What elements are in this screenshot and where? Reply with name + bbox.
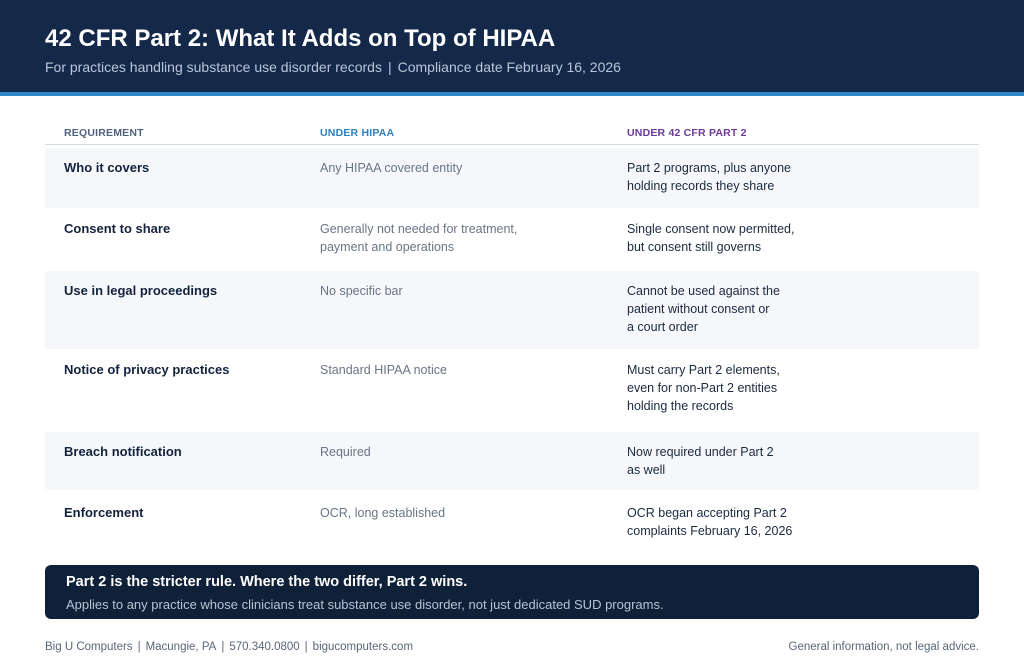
part2-cell (627, 504, 827, 540)
requirement-cell: Breach notification (64, 444, 182, 459)
page-title: 42 CFR Part 2: What It Adds on Top of HIPAA (45, 25, 556, 52)
part2-cell-line: holding the records (627, 399, 734, 413)
callout-body: Applies to any practice whose clinicians treat substance use disorder, not just dedicated SUD programs. (66, 597, 664, 612)
table-row (45, 271, 979, 349)
part2-cell-line: holding records they share (627, 179, 775, 193)
hipaa-cell-line: payment and operations (320, 240, 455, 254)
callout-title: Part 2 is the stricter rule. Where the two differ, Part 2 wins. (66, 574, 468, 590)
hipaa-cell-line: Standard HIPAA notice (320, 363, 447, 377)
footer-location: Macungie, PA (145, 641, 217, 653)
page-subtitle (45, 59, 621, 75)
hipaa-cell (320, 443, 560, 461)
table-row (45, 432, 979, 490)
requirement-cell: Who it covers (64, 160, 150, 175)
hipaa-cell-line: Required (320, 445, 371, 459)
hipaa-cell (320, 504, 560, 522)
subtitle-compliance-date: Compliance date February 16, 2026 (397, 59, 621, 75)
footer-website: bigucomputers.com (312, 641, 414, 653)
requirement-cell: Consent to share (64, 221, 171, 236)
part2-cell-line: patient without consent or (627, 302, 770, 316)
part2-cell-line: Part 2 programs, plus anyone (627, 161, 791, 175)
part2-cell-line: complaints February 16, 2026 (627, 524, 793, 538)
part2-cell-line: Must carry Part 2 elements, (627, 363, 780, 377)
hipaa-cell (320, 220, 560, 256)
part2-cell-line: as well (627, 463, 666, 477)
requirement-cell: Enforcement (64, 505, 144, 520)
hipaa-cell (320, 282, 560, 300)
hipaa-cell-line: OCR, long established (320, 506, 446, 520)
hipaa-cell-line: Any HIPAA covered entity (320, 161, 463, 175)
table-row (45, 209, 979, 271)
subtitle-audience: For practices handling substance use disorder records (45, 59, 382, 75)
subtitle-separator: | (387, 59, 392, 75)
header-accent-rule (0, 92, 1024, 96)
summary-callout (45, 565, 979, 619)
column-header-hipaa: UNDER HIPAA (320, 127, 395, 139)
part2-cell-line: Single consent now permitted, (627, 222, 795, 236)
hipaa-cell-line: Generally not needed for treatment, (320, 222, 518, 236)
requirement-cell: Use in legal proceedings (64, 283, 218, 298)
part2-cell (627, 443, 827, 479)
part2-cell-line: Cannot be used against the (627, 284, 780, 298)
footer-phone: 570.340.0800 (229, 641, 300, 653)
table-row (45, 350, 979, 430)
requirement-cell: Notice of privacy practices (64, 362, 230, 377)
part2-cell-line: OCR began accepting Part 2 (627, 506, 787, 520)
table-header-divider (45, 144, 979, 145)
part2-cell (627, 159, 827, 195)
footer-separator: | (221, 641, 225, 653)
footer-company: Big U Computers (45, 641, 133, 653)
part2-cell-line: but consent still governs (627, 240, 762, 254)
footer-separator: | (137, 641, 141, 653)
hipaa-cell-line: No specific bar (320, 284, 403, 298)
hipaa-cell (320, 159, 560, 177)
part2-cell (627, 361, 827, 415)
table-row (45, 148, 979, 208)
hipaa-cell (320, 361, 560, 379)
header-banner (0, 0, 1024, 92)
footer-separator: | (304, 641, 308, 653)
column-header-requirement: REQUIREMENT (64, 127, 144, 139)
part2-cell (627, 220, 827, 256)
part2-cell-line: Now required under Part 2 (627, 445, 774, 459)
footer-disclaimer: General information, not legal advice. (788, 641, 979, 653)
table-row (45, 493, 979, 555)
part2-cell-line: a court order (627, 320, 698, 334)
part2-cell (627, 282, 827, 336)
column-header-part2: UNDER 42 CFR PART 2 (627, 127, 747, 139)
part2-cell-line: even for non-Part 2 entities (627, 381, 778, 395)
footer-contact (45, 641, 413, 653)
